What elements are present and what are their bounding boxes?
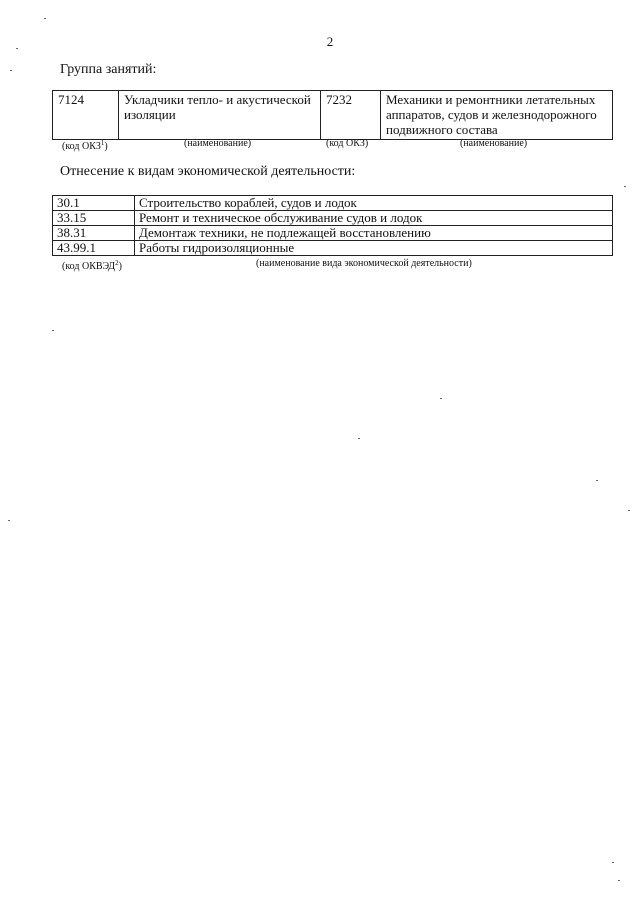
caption-text: (код ОКЗ xyxy=(62,141,101,152)
scan-speck xyxy=(612,862,614,863)
scan-speck xyxy=(618,880,620,881)
scan-speck xyxy=(440,398,442,399)
scan-speck xyxy=(596,480,598,481)
scan-speck xyxy=(628,510,630,511)
scan-speck xyxy=(52,330,54,331)
table-row xyxy=(53,196,613,211)
okved-code-cell: 38.31 xyxy=(53,226,135,241)
okved-code-caption xyxy=(62,258,122,272)
okz-code-caption xyxy=(62,138,108,152)
page-number: 2 xyxy=(326,34,334,49)
occupation-name-cell: Укладчики тепло- и акустической изоляции xyxy=(119,91,321,140)
economic-activity-heading: Отнесение к видам экономической деятельности: xyxy=(60,164,356,179)
occupation-group-heading: Группа занятий: xyxy=(60,62,157,77)
scan-speck xyxy=(16,48,18,49)
footnote-mark: 2 xyxy=(115,259,119,267)
footnote-mark: 1 xyxy=(100,139,105,147)
table-row xyxy=(53,226,613,241)
caption-text: ) xyxy=(104,141,108,152)
scan-speck xyxy=(10,70,12,71)
occupation-group-table xyxy=(52,90,613,140)
occupation-name-cell: Механики и ремонтники летательных аппаратов, судов и железнодорожного подвижного состава xyxy=(381,91,613,140)
activity-name-cell: Строительство кораблей, судов и лодок xyxy=(135,196,613,211)
okz-code-cell: 7124 xyxy=(53,91,119,140)
scan-speck xyxy=(358,438,360,439)
okved-code-cell: 43.99.1 xyxy=(53,241,135,256)
activity-name-cell: Ремонт и техническое обслуживание судов и лодок xyxy=(135,211,613,226)
occupation-name-caption: (наименование) xyxy=(460,138,528,149)
economic-activity-table xyxy=(52,195,613,256)
okved-code-cell: 33.15 xyxy=(53,211,135,226)
activity-name-caption: (наименование вида экономической деятельности) xyxy=(256,258,472,269)
scan-speck xyxy=(624,186,626,187)
scan-speck xyxy=(8,520,10,521)
table-row xyxy=(53,211,613,226)
okz-code-caption: (код ОКЗ) xyxy=(326,138,369,149)
caption-text: (код ОКВЭД xyxy=(62,261,116,272)
scan-speck xyxy=(44,18,46,19)
table-row xyxy=(53,91,613,140)
activity-name-cell: Демонтаж техники, не подлежащей восстановлению xyxy=(135,226,613,241)
activity-name-cell: Работы гидроизоляционные xyxy=(135,241,613,256)
caption-text: ) xyxy=(118,261,122,272)
table-row xyxy=(53,241,613,256)
okved-code-cell: 30.1 xyxy=(53,196,135,211)
okz-code-cell: 7232 xyxy=(321,91,381,140)
occupation-name-caption: (наименование) xyxy=(184,138,252,149)
